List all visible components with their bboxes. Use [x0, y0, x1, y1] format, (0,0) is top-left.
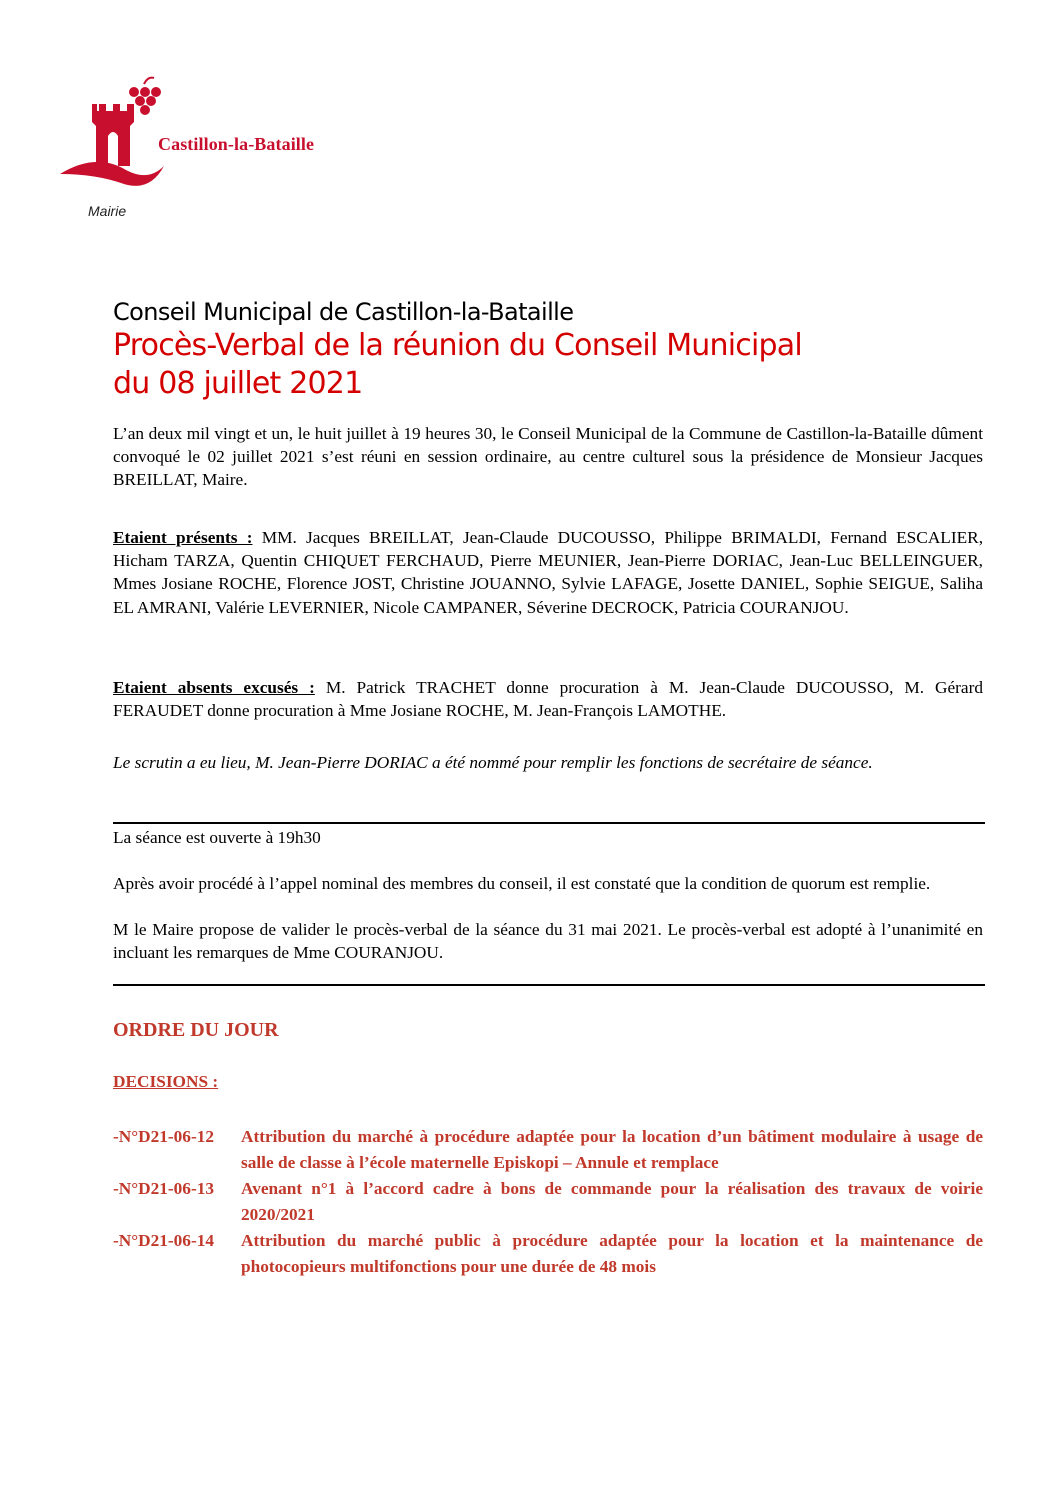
decision-text: Avenant n°1 à l’accord cadre à bons de commande pour la réalisation des travaux de voirie 2020/2021 — [241, 1179, 983, 1224]
heading-date: du 08 juillet 2021 — [113, 366, 363, 401]
intro-paragraph: L’an deux mil vingt et un, le huit juillet à 19 heures 30, le Conseil Municipal de la Commune de Castillon-la-Bataille dûment convoqué le 02 juillet 2021 s’est réuni en session ordinaire, au centre culturel sous la présidence de Monsieur Jacques BREILLAT, Maire. — [113, 424, 983, 490]
decision-number: -N°D21-06-14 — [113, 1231, 214, 1250]
decision-item — [113, 1124, 983, 1176]
divider — [113, 984, 985, 986]
decisions-list — [113, 1124, 983, 1280]
document-heading — [113, 297, 802, 403]
decision-item — [113, 1176, 983, 1228]
logo-commune-name: Castillon-la-Bataille — [158, 134, 315, 154]
absents-label: Etaient absents excusés : — [113, 678, 315, 697]
absents-list: M. Patrick TRACHET donne procuration à M. Jean-Claude DUCOUSSO, M. Gérard FERAUDET donne procuration à Mme Josiane ROCHE, M. Jean-François LAMOTHE. — [113, 678, 983, 721]
presents-label: Etaient présents : — [113, 528, 253, 547]
decision-number: -N°D21-06-12 — [113, 1127, 214, 1146]
scrutin-paragraph: Le scrutin a eu lieu, M. Jean-Pierre DORIAC a été nommé pour remplir les fonctions de secrétaire de séance. — [113, 753, 873, 772]
decision-text: Attribution du marché à procédure adaptée pour la location d’un bâtiment modulaire à usage de salle de classe à l’école maternelle Episkopi – Annule et remplace — [241, 1127, 983, 1172]
logo-subtitle: Mairie — [88, 203, 127, 219]
pv-adoption-paragraph: M le Maire propose de valider le procès-verbal de la séance du 31 mai 2021. Le procès-verbal est adopté à l’unanimité en incluant les remarques de Mme COURANJOU. — [113, 920, 983, 963]
appel-paragraph: Après avoir procédé à l’appel nominal des membres du conseil, il est constaté que la condition de quorum est remplie. — [113, 874, 931, 893]
decisions-label: DECISIONS : — [113, 1072, 219, 1091]
decision-number: -N°D21-06-13 — [113, 1179, 214, 1198]
ordre-du-jour-heading: ORDRE DU JOUR — [113, 1019, 279, 1041]
seance-ouverte: La séance est ouverte à 19h30 — [113, 828, 321, 847]
decision-text: Attribution du marché public à procédure adaptée pour la location et la maintenance de photocopieurs multifonctions pour une durée de 48 mois — [241, 1231, 983, 1276]
heading-title: Procès-Verbal de la réunion du Conseil Municipal — [113, 328, 802, 363]
mairie-logo — [56, 70, 376, 230]
decision-item — [113, 1228, 983, 1280]
heading-council: Conseil Municipal de Castillon-la-Bataille — [113, 298, 574, 326]
absents-paragraph — [113, 676, 983, 722]
presents-paragraph — [113, 526, 983, 619]
presents-list: MM. Jacques BREILLAT, Jean-Claude DUCOUSSO, Philippe BRIMALDI, Fernand ESCALIER, Hicham TARZA, Quentin CHIQUET FERCHAUD, Pierre MEUNIER, Jean-Pierre DORIAC, Jean-Luc BELLEINGUER, Mmes Josiane ROCHE, Florence JOST, Christine JOUANNO, Sylvie LAFAGE, Josette DANIEL, Sophie SEIGUE, Saliha EL AMRANI, Valérie LEVERNIER, Nicole CAMPANER, Séverine DECROCK, Patricia COURANJOU. — [113, 528, 984, 617]
divider — [113, 822, 985, 824]
castle-grapes-emblem-icon — [56, 70, 166, 210]
